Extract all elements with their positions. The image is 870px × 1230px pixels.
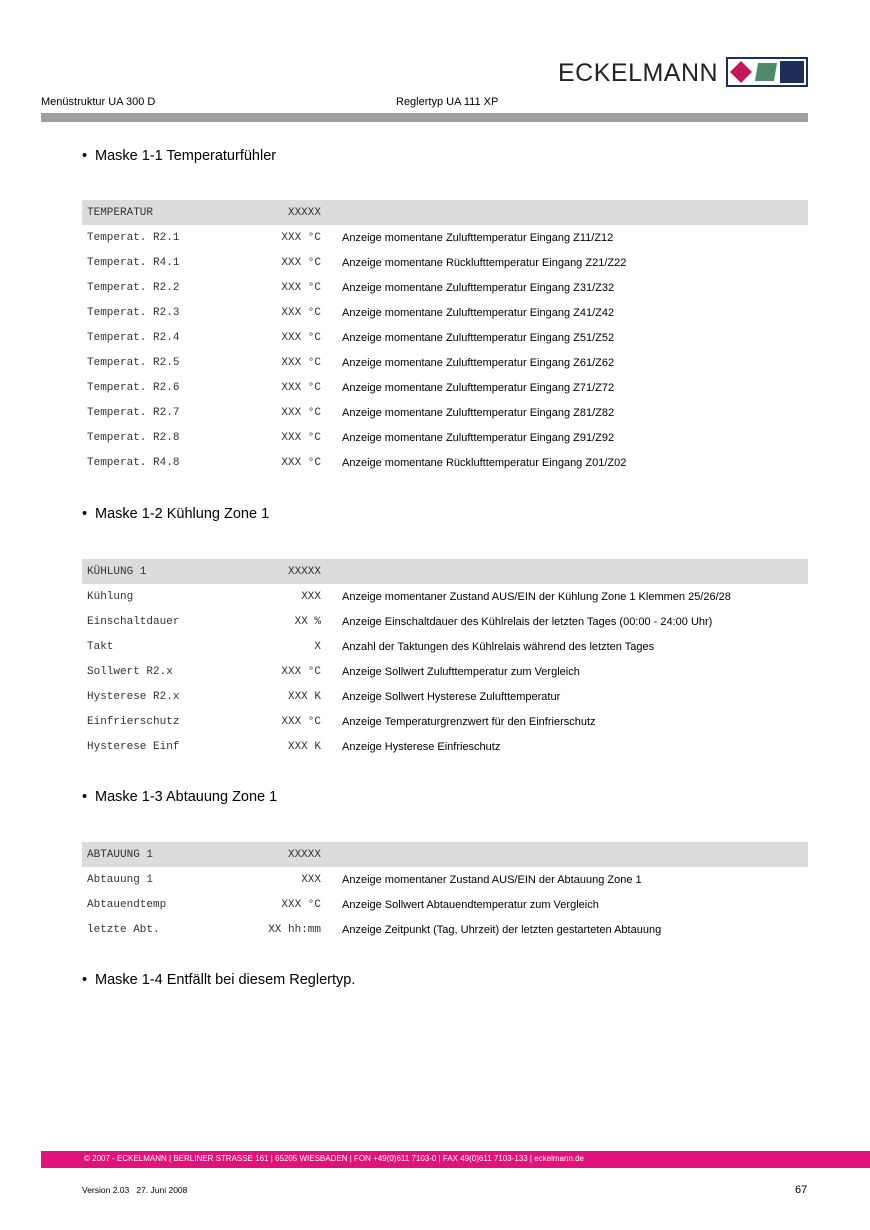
header-divider [41,113,808,122]
table-row: Takt X Anzahl der Taktungen des Kühlrelais während des letzten Tages [87,640,655,653]
controller-type: Reglertyp UA 111 XP [396,96,499,108]
section-title-mask-1-4: • Maske 1-4 Entfällt bei diesem Reglertyp. [82,972,356,988]
table-row: Temperat. R2.8 XXX °C Anzeige momentane Zulufttemperatur Eingang Z91/Z92 [87,431,615,444]
mask-1-2-table [82,559,808,759]
table-row: Temperat. R4.8 XXX °C Anzeige momentane Rücklufttemperatur Eingang Z01/Z02 [87,456,627,469]
section-title-mask-1-2: • Maske 1-2 Kühlung Zone 1 [82,506,270,522]
page-number: 67 [795,1184,808,1196]
footer-contact-bar [41,1151,870,1168]
table-row: Temperat. R2.1 XXX °C Anzeige momentane Zulufttemperatur Eingang Z11/Z12 [87,231,614,244]
table-row: Einschaltdauer XX % Anzeige Einschaltdauer des Kühlrelais der letzten Tages (00:00 - 24:00 Uhr) [87,615,713,628]
footer-contact-text: © 2007 - ECKELMANN | BERLINER STRASSE 161 | 65205 WIESBADEN | FON +49(0)611 7103-0 | FAX 49(0)611 7103-133 | eckelmann.de [84,1154,585,1163]
eckelmann-logo [558,57,718,89]
mask-1-1-table [82,200,808,475]
logo-mark-icon [726,57,808,87]
table-row: Abtauendtemp XXX °C Anzeige Sollwert Abtauendtemperatur zum Vergleich [87,898,599,911]
table-row: Temperat. R2.5 XXX °C Anzeige momentane Zulufttemperatur Eingang Z61/Z62 [87,356,615,369]
table-header-row: KÜHLUNG 1 XXXXX [82,559,808,584]
section-title-mask-1-1: • Maske 1-1 Temperaturfühler [82,148,277,164]
table-row: Temperat. R2.2 XXX °C Anzeige momentane Zulufttemperatur Eingang Z31/Z32 [87,281,615,294]
table-row: Einfrierschutz XXX °C Anzeige Temperaturgrenzwert für den Einfrierschutz [87,715,596,728]
table-row: Temperat. R2.7 XXX °C Anzeige momentane Zulufttemperatur Eingang Z81/Z82 [87,406,615,419]
document-title: Menüstruktur UA 300 D [41,96,156,108]
version-date: Version 2.03 27. Juni 2008 [82,1185,188,1195]
table-header-row: ABTAUUNG 1 XXXXX [82,842,808,867]
table-row: Sollwert R2.x XXX °C Anzeige Sollwert Zulufttemperatur zum Vergleich [87,665,580,678]
mask-1-3-table [82,842,808,942]
table-row: Temperat. R2.3 XXX °C Anzeige momentane Zulufttemperatur Eingang Z41/Z42 [87,306,615,319]
table-row: Temperat. R2.4 XXX °C Anzeige momentane Zulufttemperatur Eingang Z51/Z52 [87,331,615,344]
table-row: Hysterese Einf XXX K Anzeige Hysterese Einfrieschutz [87,740,501,753]
table-row: Kühlung XXX Anzeige momentaner Zustand AUS/EIN der Kühlung Zone 1 Klemmen 25/26/28 [87,590,731,603]
table-row: Hysterese R2.x XXX K Anzeige Sollwert Hysterese Zulufttemperatur [87,690,561,703]
table-row: Temperat. R4.1 XXX °C Anzeige momentane Rücklufttemperatur Eingang Z21/Z22 [87,256,627,269]
table-row: Temperat. R2.6 XXX °C Anzeige momentane Zulufttemperatur Eingang Z71/Z72 [87,381,615,394]
table-row: Abtauung 1 XXX Anzeige momentaner Zustand AUS/EIN der Abtauung Zone 1 [87,873,642,886]
table-row: letzte Abt. XX hh:mm Anzeige Zeitpunkt (Tag, Uhrzeit) der letzten gestarteten Abtauung [87,923,662,936]
table-header-row: TEMPERATUR XXXXX [82,200,808,225]
section-title-mask-1-3: • Maske 1-3 Abtauung Zone 1 [82,789,278,805]
logo-text: ECKELMANN [558,58,719,87]
